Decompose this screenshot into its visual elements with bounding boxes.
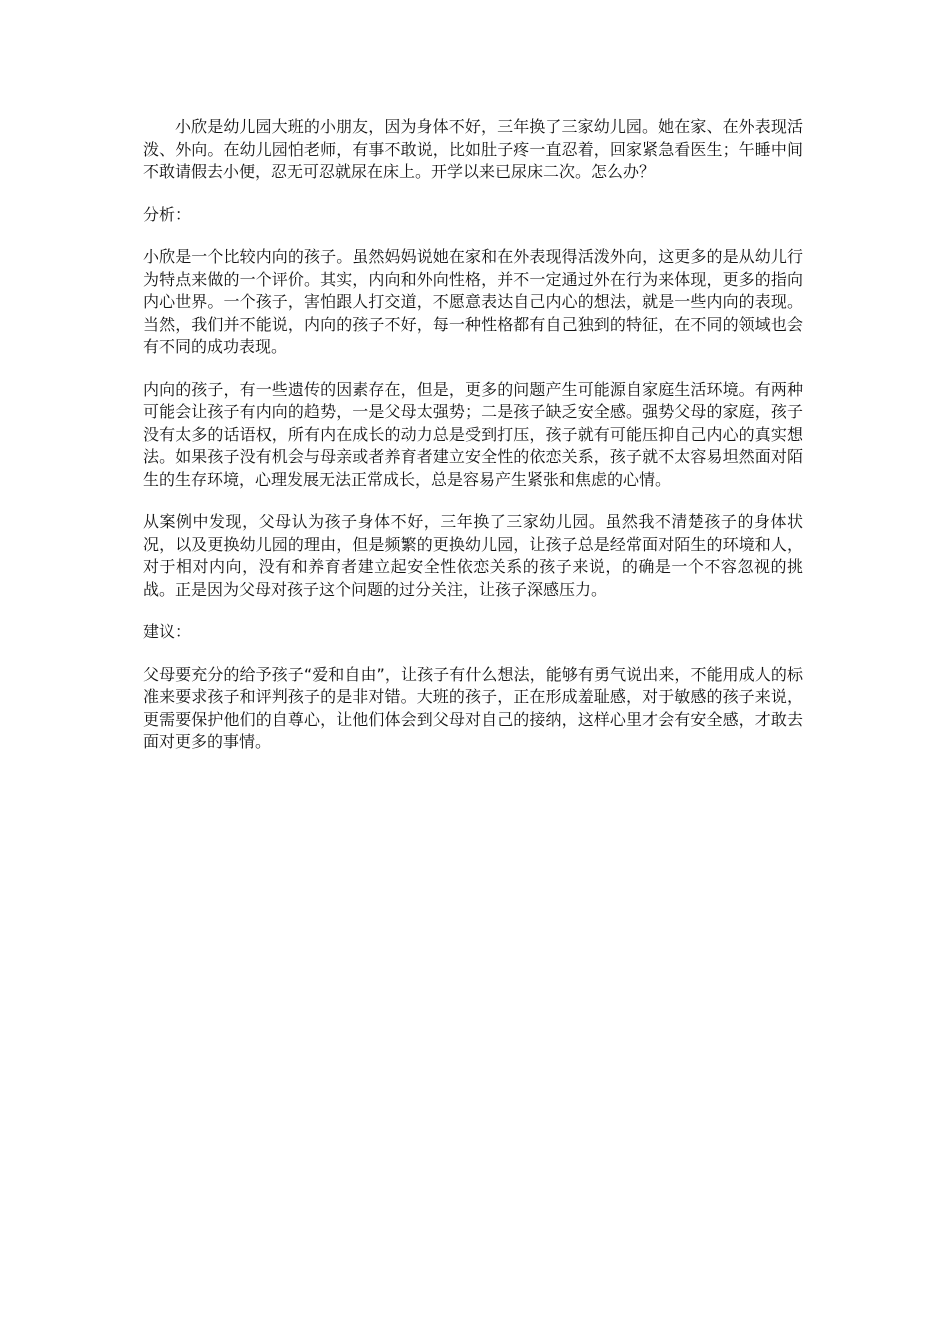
case-description-paragraph: 小欣是幼儿园大班的小朋友，因为身体不好，三年换了三家幼儿园。她在家、在外表现活泼、外向。在幼儿园怕老师，有事不敢说，比如肚子疼一直忍着，回家紧急看医生；午睡中间不敢请假去小便，忍无可忍就尿在床上。开学以来已尿床二次。怎么办？	[143, 117, 803, 181]
analysis-paragraph-2: 内向的孩子，有一些遗传的因素存在，但是，更多的问题产生可能源自家庭生活环境。有两种可能会让孩子有内向的趋势，一是父母太强势；二是孩子缺乏安全感。强势父母的家庭，孩子没有太多的话语权，所有内在成长的动力总是受到打压，孩子就有可能压抑自己内心的真实想法。如果孩子没有机会与母亲或者养育者建立安全性的依恋关系，孩子就不太容易坦然面对陌生的生存环境，心理发展无法正常成长，总是容易产生紧张和焦虑的心情。	[143, 379, 803, 489]
analysis-paragraph-3: 从案例中发现，父母认为孩子身体不好，三年换了三家幼儿园。虽然我不清楚孩子的身体状况，以及更换幼儿园的理由，但是频繁的更换幼儿园，让孩子总是经常面对陌生的环境和人，对于相对内向，没有和养育者建立起安全性依恋关系的孩子来说，的确是一个不容忽视的挑战。正是因为父母对孩子这个问题的过分关注，让孩子深感压力。	[143, 512, 803, 599]
document-body	[143, 116, 803, 774]
suggestion-paragraph: 父母要充分的给予孩子“爱和自由”，让孩子有什么想法，能够有勇气说出来，不能用成人的标准来要求孩子和评判孩子的是非对错。大班的孩子，正在形成羞耻感，对于敏感的孩子来说，更需要保护他们的自尊心，让他们体会到父母对自己的接纳，这样心里才会有安全感，才敢去面对更多的事情。	[143, 664, 803, 751]
analysis-heading: 分析：	[143, 204, 192, 224]
analysis-paragraph-1: 小欣是一个比较内向的孩子。虽然妈妈说她在家和在外表现得活泼外向，这更多的是从幼儿行为特点来做的一个评价。其实，内向和外向性格，并不一定通过外在行为来体现，更多的指向内心世界。一个孩子，害怕跟人打交道，不愿意表达自己内心的想法，就是一些内向的表现。当然，我们并不能说，内向的孩子不好，每一种性格都有自己独到的特征，在不同的领域也会有不同的成功表现。	[143, 247, 803, 356]
suggestion-heading: 建议：	[143, 622, 192, 641]
